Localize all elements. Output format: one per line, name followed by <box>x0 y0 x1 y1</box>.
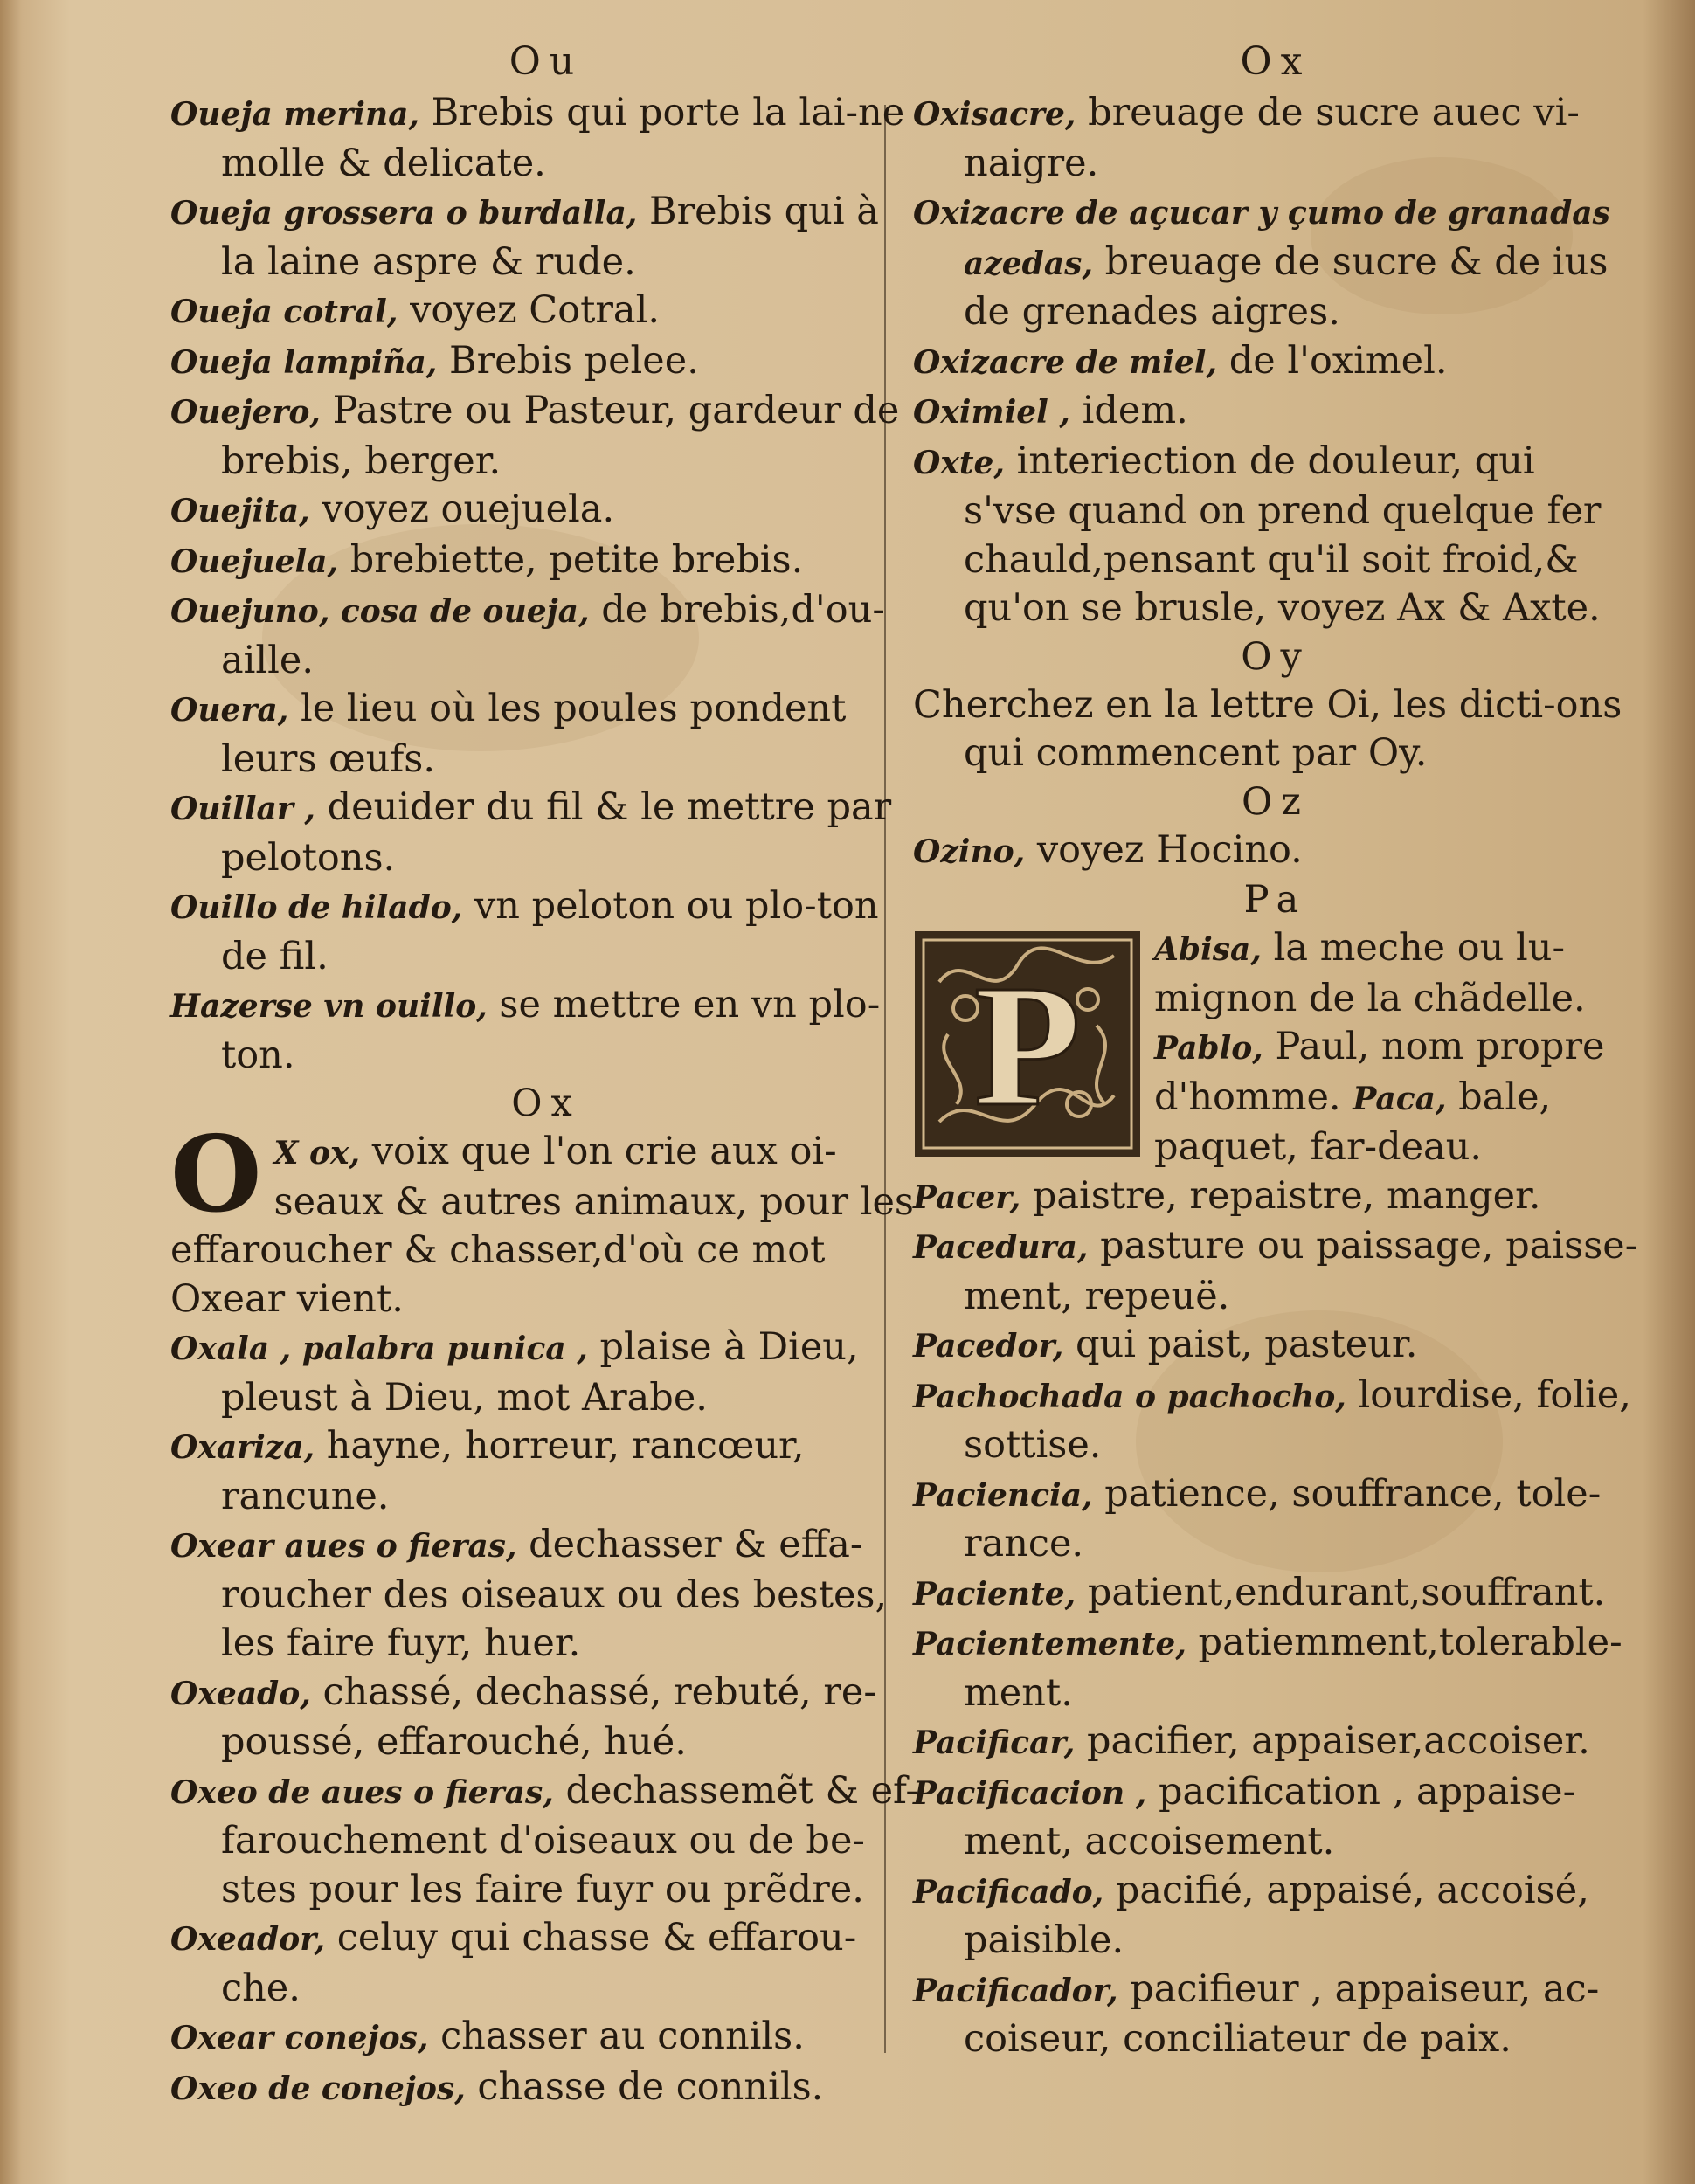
dictionary-entry: Oxeo de aues o fieras, dechassemẽt & ef-farouchement d'oiseaux ou de be-stes pour les faire fuyr ou prẽdre. <box>170 1768 918 1911</box>
dictionary-entry: Paciencia, patience, souffrance, tole-rance. <box>913 1471 1602 1565</box>
left-column <box>170 35 922 2113</box>
dictionary-entry: Oxariza, hayne, horreur, rancœur, rancune. <box>170 1424 805 1518</box>
dictionary-entry: Oxeador, celuy qui chasse & effarou-che. <box>170 1916 857 2010</box>
dictionary-entry: Oueja lampiña, Brebis pelee. <box>170 338 699 383</box>
dictionary-entry: Oxte, interiection de douleur, qui s'vse quand on prend quelque fer chauld,pensant qu'il soit froid,& qu'on se brusle, voyez Ax & Axte. <box>913 439 1602 630</box>
section-heading: Oz <box>1242 779 1310 824</box>
dictionary-entry: Pacedura, pasture ou paissage, paisse-ment, repeuë. <box>913 1224 1638 1318</box>
dictionary-entry: Oxeado, chassé, dechassé, rebuté, re-poussé, effarouché, hué. <box>170 1669 876 1764</box>
dictionary-entry: Ouejita, voyez ouejuela. <box>170 487 615 531</box>
column-header: Ou <box>508 39 584 84</box>
dictionary-entry: Ouillar , deuider du fil & le mettre par pelotons. <box>170 785 892 880</box>
dictionary-entry: Oximiel , idem. <box>913 389 1188 432</box>
dictionary-entry: Ouejuno, cosa de oueja, de brebis,d'ou-aille. <box>170 588 885 682</box>
dictionary-entry: P Abisa, la meche ou lu-mignon de la chãdelle. Pablo, Paul, nom propre d'homme. Paca, bale, paquet, far-deau. <box>913 924 1638 1172</box>
dictionary-entry: Pachochada o pachocho, lourdise, folie, sottise. <box>913 1372 1631 1467</box>
decorated-initial-p <box>913 930 1142 1158</box>
section-heading: Ox <box>511 1082 581 1125</box>
dictionary-entry: Oxear conejos, chasser au connils. <box>170 2015 805 2058</box>
dictionary-entry: Ouillo de hilado, vn peloton ou plo-ton de fil. <box>170 884 879 978</box>
dictionary-entry: Oxisacre, breuage de sucre auec vi-naigre. <box>913 91 1580 185</box>
dictionary-entry: Hazerse vn ouillo, se mettre en vn plo-ton. <box>170 983 881 1077</box>
dictionary-entry: Oueja merina, Brebis qui porte la lai-ne molle & delicate. <box>170 91 905 185</box>
initial-letter: O <box>170 1113 262 1236</box>
section-heading: Pa <box>1243 878 1308 922</box>
dictionary-entry: Oueja cotral, voyez Cotral. <box>170 288 660 332</box>
dictionary-entry: O X ox, voix que l'on crie aux oi-seaux & autres animaux, pour les effaroucher & chasser,d'où ce mot Oxear vient. <box>170 1113 914 1321</box>
dictionary-entry: Ozino, voyez Hocino. <box>913 827 1303 872</box>
dictionary-entry: Paciente, patient,endurant,souffrant. <box>913 1570 1606 1614</box>
dictionary-entry: Pacificar, pacifier, appaiser,accoiser. <box>913 1719 1590 1763</box>
dictionary-entry: Oxizacre de açucar y çumo de granadas azedas, breuage de sucre & de ius de grenades aigres. <box>913 195 1610 334</box>
dictionary-entry: Pacificador, pacifieur , appaiseur, ac-coiseur, conciliateur de paix. <box>913 1966 1600 2061</box>
dictionary-entry: Pacer, paistre, repaistre, manger. <box>913 1173 1541 1218</box>
dictionary-entry: Pacificacion , pacification , appaise-ment, accoisement. <box>913 1769 1576 1863</box>
ornament-icon <box>913 930 1142 1158</box>
dictionary-entry: Ouejuela, brebiette, petite brebis. <box>170 537 804 582</box>
dictionary-entry: Oxizacre de miel, de l'oximel. <box>913 338 1448 383</box>
dictionary-entry: Oueja grossera o burdalla, Brebis qui à la laine aspre & rude. <box>170 190 879 284</box>
initial-letter: P <box>973 950 1082 1143</box>
section-heading: Oy <box>1241 634 1311 679</box>
dictionary-entry: Oxala , palabra punica , plaise à Dieu, pleust à Dieu, mot Arabe. <box>170 1325 859 1420</box>
right-column <box>913 35 1638 2064</box>
dictionary-entry: Oxeo de conejos, chasse de connils. <box>170 2064 824 2109</box>
dictionary-entry: Ouejero, Pastre ou Pasteur, gardeur de brebis, berger. <box>170 389 900 483</box>
dictionary-entry: Cherchez en la lettre Oi, les dicti-ons qui commencent par Oy. <box>913 682 1622 775</box>
column-header: Ox <box>1240 39 1311 84</box>
dictionary-entry: Pacientemente, patiemment,tolerable-ment. <box>913 1621 1622 1715</box>
dictionary-entry: Pacedor, qui paist, pasteur. <box>913 1323 1418 1366</box>
dictionary-entry: Pacificado, pacifié, appaisé, accoisé, paisible. <box>913 1868 1589 1962</box>
dictionary-entry: Ouera, le lieu où les poules pondent leurs œufs. <box>170 687 847 781</box>
dictionary-entry: Oxear aues o fieras, dechasser & effa-roucher des oiseaux ou des bestes, les faire fuyr, huer. <box>170 1523 888 1665</box>
